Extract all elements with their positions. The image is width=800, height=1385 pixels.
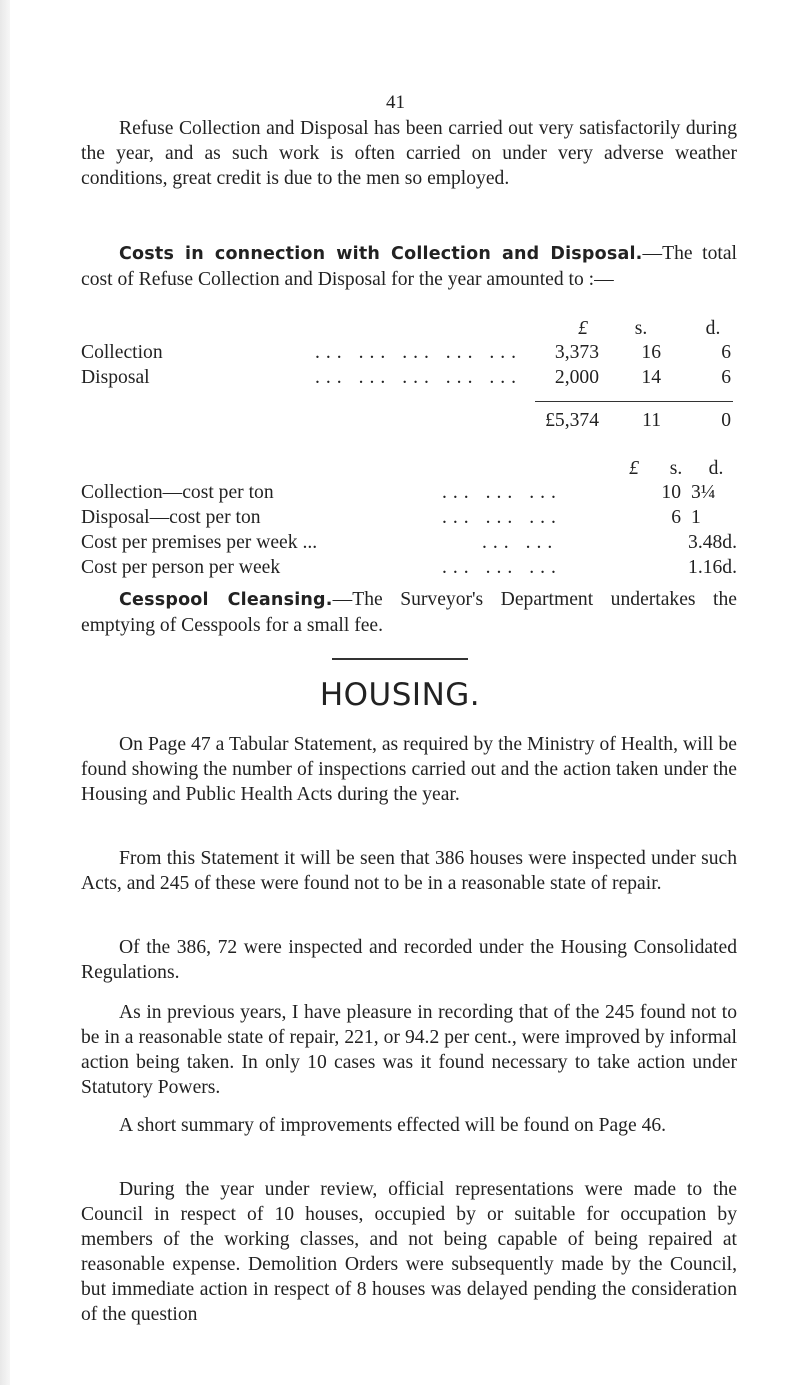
unit-value: 1.16d.	[688, 557, 737, 578]
leader-dots: ... ...	[482, 532, 559, 553]
shillings-value: 6	[671, 507, 681, 528]
housing-heading: HOUSING.	[319, 677, 481, 713]
total-pounds: £5,374	[545, 410, 599, 431]
table-header-row	[81, 318, 737, 343]
cesspool-heading: Cesspool Cleansing.	[119, 590, 333, 610]
shillings-header: s.	[669, 458, 683, 479]
pence-value: 6	[721, 367, 731, 388]
total-rule	[535, 401, 733, 402]
leader-dots: ... ... ... ... ...	[315, 367, 523, 388]
pence-value: 6	[721, 342, 731, 363]
costs-text: —The total cost of Refuse Collection and Disposal for the year amounted to :—	[81, 243, 738, 290]
row-label: Collection—cost per ton	[81, 482, 274, 503]
row-label: Collection	[81, 342, 163, 363]
row-label: Cost per person per week	[81, 557, 281, 578]
leader-dots: ... ... ...	[442, 482, 562, 503]
leader-dots: ... ... ...	[442, 507, 562, 528]
housing-paragraph-2: From this Statement it will be seen that 386 houses were inspected under such Acts, and 245 of these were found not to be in a reasonable state of repair.	[81, 848, 737, 894]
total-pence: 0	[721, 410, 731, 431]
shillings-value: 16	[641, 342, 661, 363]
costs-heading: Costs in connection with Collection and Disposal.	[119, 244, 643, 264]
pence-value: 3¼	[691, 482, 716, 503]
costs-paragraph	[81, 241, 737, 292]
leader-dots: ... ... ...	[442, 557, 562, 578]
housing-paragraph-5: A short summary of improvements effected will be found on Page 46.	[119, 1115, 667, 1136]
pence-header: d.	[708, 458, 724, 479]
table-row	[81, 507, 737, 532]
pounds-header: £	[578, 318, 588, 339]
table-total-row	[81, 410, 737, 435]
table-row	[81, 557, 737, 582]
cesspool-paragraph	[81, 587, 737, 638]
table-header-row	[81, 458, 737, 483]
pounds-value: 3,373	[554, 342, 599, 363]
housing-paragraph-3: Of the 386, 72 were inspected and recorded under the Housing Consolidated Regulations.	[81, 937, 737, 983]
housing-paragraph-4: As in previous years, I have pleasure in recording that of the 245 found not to be in a reasonable state of repair, 221, or 94.2 per cent., were improved by informal action being taken. In only 10 cases was it found necessary to take action under Statutory Powers.	[81, 1002, 737, 1098]
row-label: Disposal—cost per ton	[81, 507, 261, 528]
table-row	[81, 482, 737, 507]
housing-paragraph-1: On Page 47 a Tabular Statement, as required by the Ministry of Health, will be found showing the number of inspections carried out and the action taken under the Housing and Public Health Acts during the year.	[81, 734, 737, 805]
page-number: 41	[386, 92, 405, 113]
row-label: Disposal	[81, 367, 150, 388]
pounds-header: £	[629, 458, 639, 479]
shillings-value: 14	[641, 367, 661, 388]
table-row	[81, 532, 737, 557]
cesspool-text: —The Surveyor's Department undertakes the emptying of Cesspools for a small fee.	[81, 589, 737, 636]
housing-paragraph-6: During the year under review, official representations were made to the Council in respect of 10 houses, occupied by or suitable for occupation by members of the working classes, and not being capable of being repaired at reasonable expense. Demolition Orders were subsequently made by the Council, but immediate action in respect of 8 houses was delayed pending the consideration of the question	[81, 1179, 737, 1325]
shillings-value: 10	[661, 482, 681, 503]
shillings-header: s.	[634, 318, 648, 339]
table-row	[81, 367, 737, 392]
intro-paragraph: Refuse Collection and Disposal has been carried out very satisfactorily during the year, and as such work is often carried on under very adverse weather conditions, great credit is due to the men so employed.	[81, 118, 737, 189]
leader-dots: ... ... ... ... ...	[315, 342, 523, 363]
unit-value: 3.48d.	[688, 532, 737, 553]
section-divider	[332, 658, 468, 660]
pence-value: 1	[691, 507, 701, 528]
pence-header: d.	[705, 318, 721, 339]
total-shillings: 11	[642, 410, 661, 431]
table-row	[81, 342, 737, 367]
row-label: Cost per premises per week ...	[81, 532, 318, 553]
pounds-value: 2,000	[554, 367, 599, 388]
